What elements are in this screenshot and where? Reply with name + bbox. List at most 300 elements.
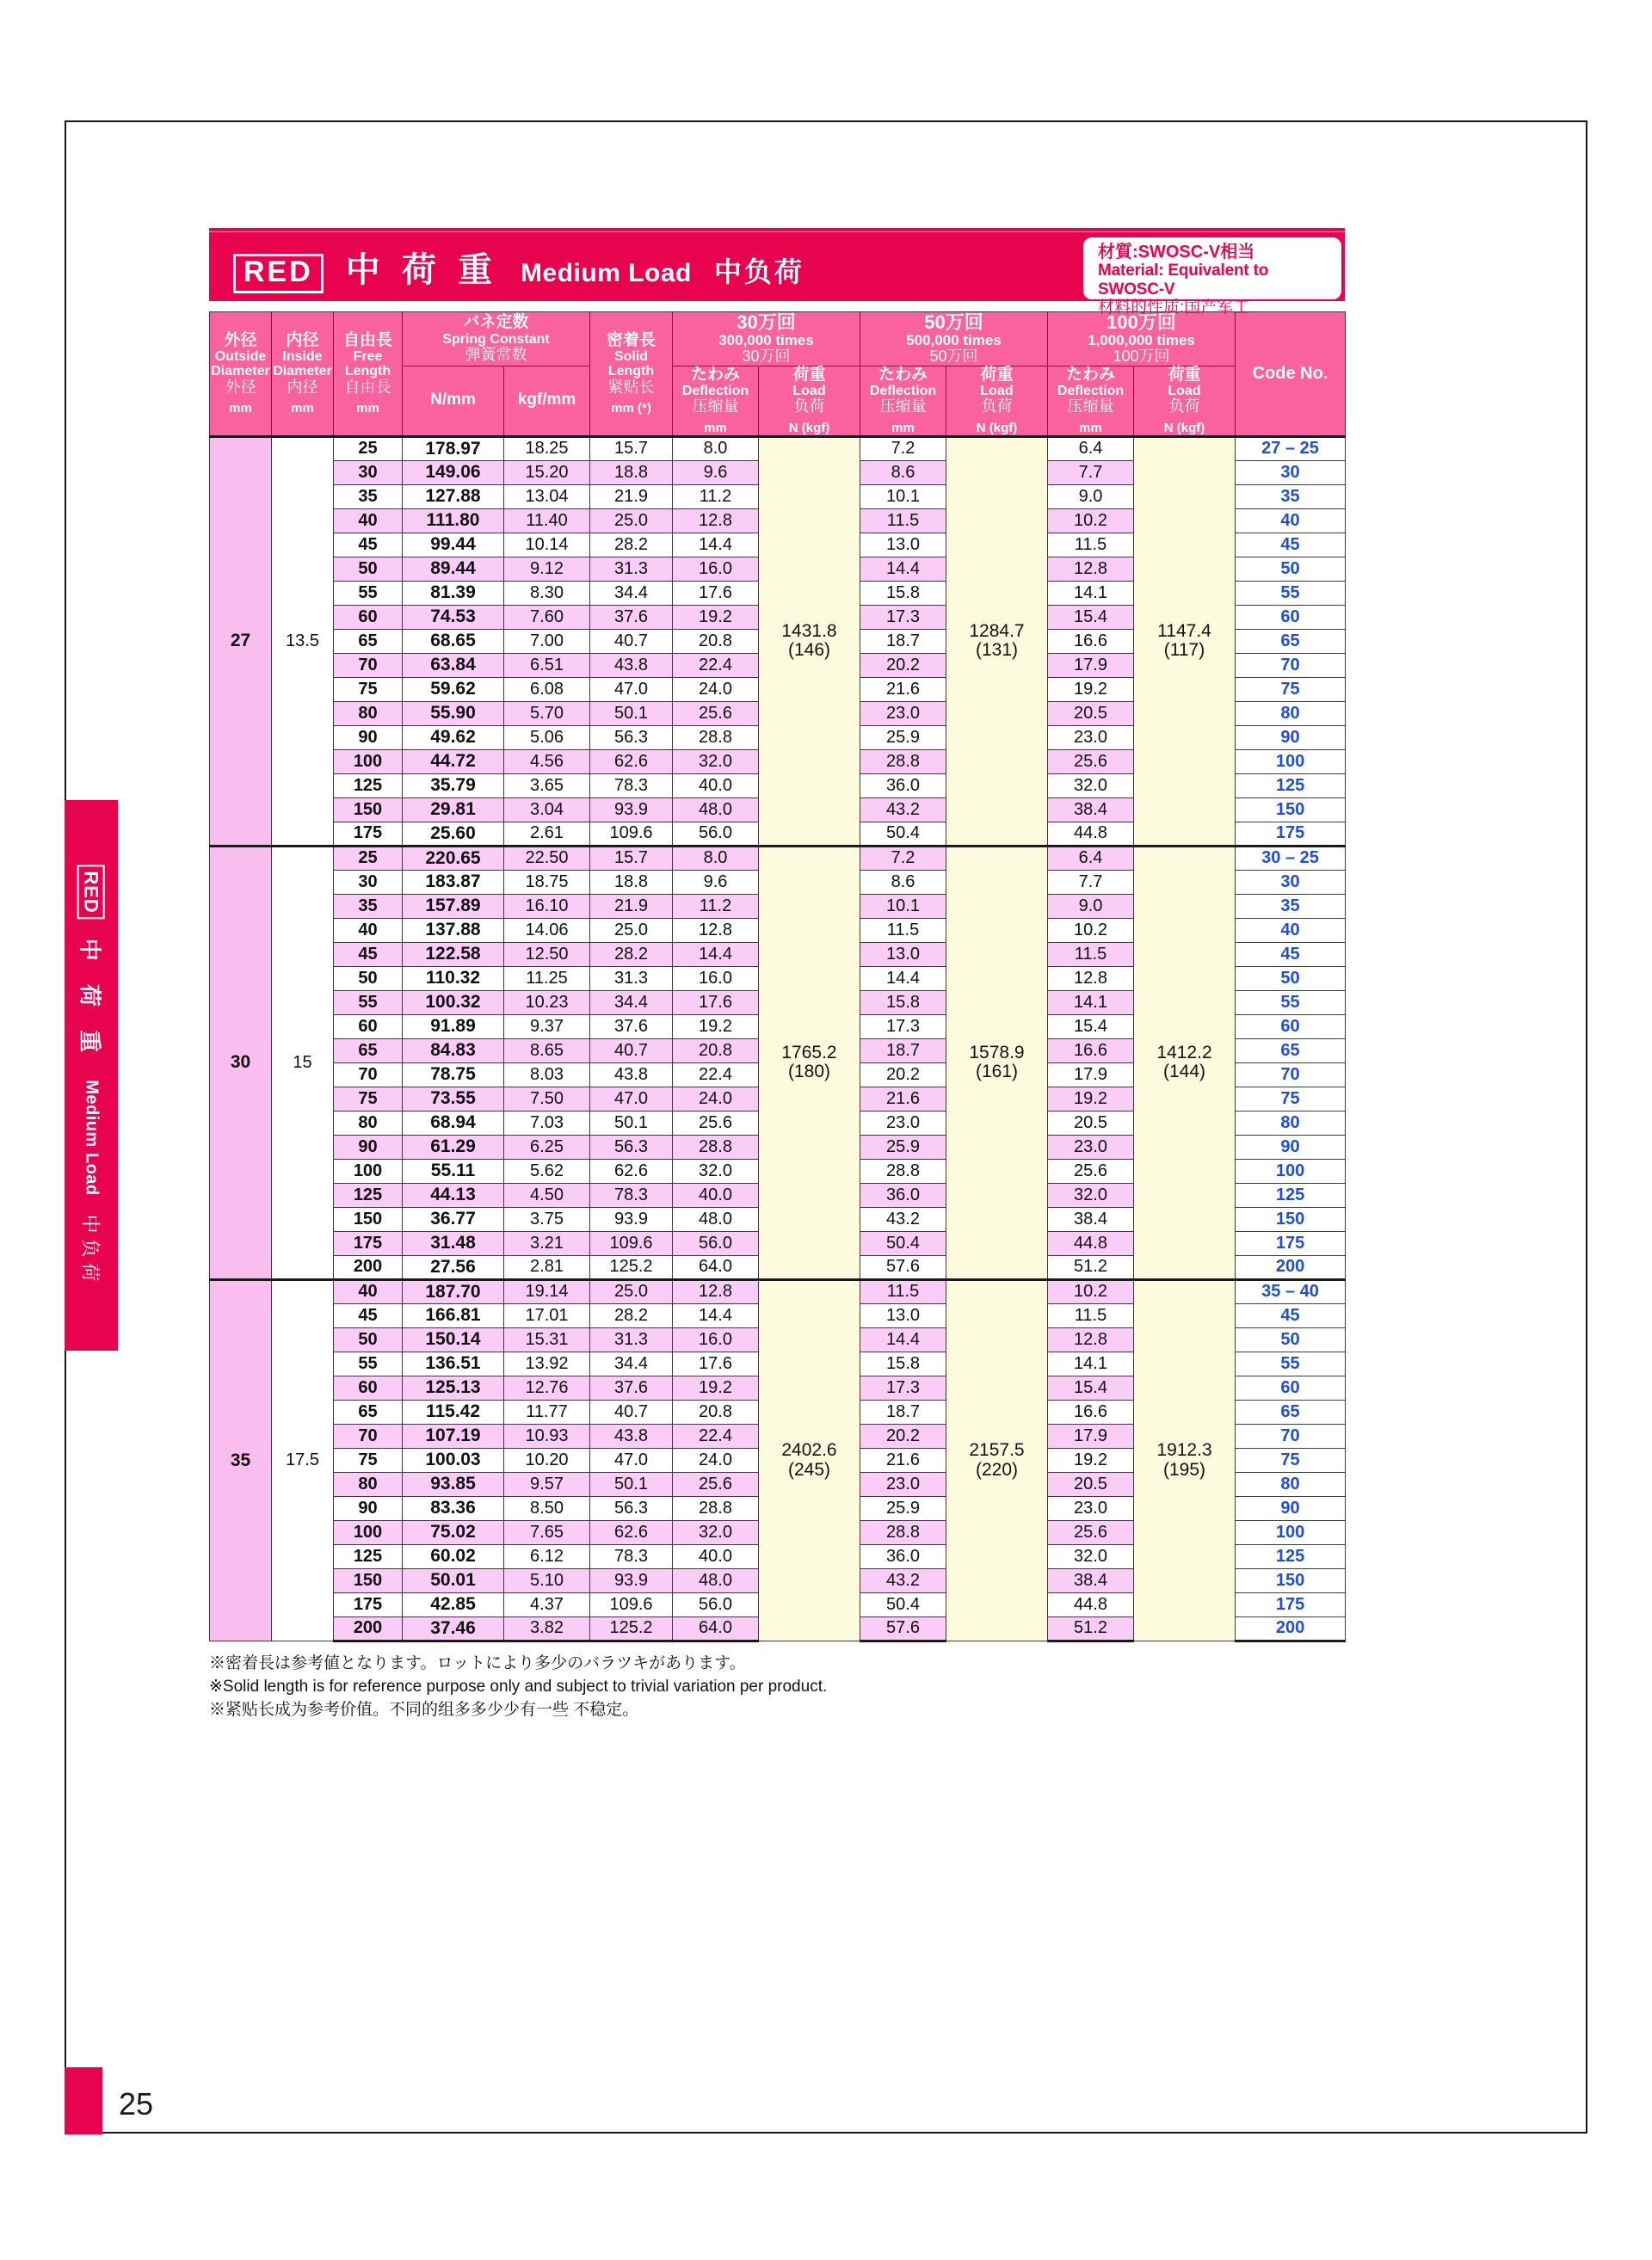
- cell-deflection-1m: 38.4: [1048, 1207, 1134, 1231]
- th-d300-en: Deflection: [681, 384, 749, 399]
- cell-deflection-300k: 48.0: [673, 1568, 759, 1592]
- th-sc-unit-n: [403, 366, 504, 436]
- cell-deflection-500k: 23.0: [860, 701, 946, 725]
- material-jp: 材質:SWOSC-V相当: [1098, 243, 1255, 262]
- cell-deflection-500k: 13.0: [860, 1303, 946, 1327]
- cell-spring-constant-kgf: 18.75: [504, 870, 590, 894]
- cell-inside-diameter: 15: [272, 846, 334, 1279]
- cell-deflection-300k: 40.0: [673, 1183, 759, 1207]
- cell-code-no: 60: [1236, 1376, 1346, 1400]
- cell-spring-constant-kgf: 11.25: [504, 966, 590, 990]
- side-tab-en-label: Medium Load: [82, 1079, 102, 1196]
- th-c300-jp: 30万回: [737, 311, 796, 333]
- cell-spring-constant-kgf: 12.50: [504, 942, 590, 966]
- th-d500-jp: たわみ: [878, 365, 928, 384]
- cell-spring-constant-kgf: 8.65: [504, 1038, 590, 1062]
- cell-deflection-500k: 57.6: [860, 1255, 946, 1279]
- cell-deflection-300k: 16.0: [673, 966, 759, 990]
- th-d500-en: Deflection: [869, 384, 937, 399]
- cell-spring-constant-kgf: 3.65: [504, 773, 590, 797]
- cell-spring-constant-n: 68.65: [403, 629, 504, 653]
- cell-deflection-1m: 20.5: [1048, 1111, 1134, 1135]
- cell-solid-length: 78.3: [590, 773, 673, 797]
- cell-code-no: 65: [1236, 629, 1346, 653]
- th-l1m-jp: 荷重: [1168, 365, 1201, 384]
- cell-spring-constant-n: 35.79: [403, 773, 504, 797]
- cell-spring-constant-kgf: 3.21: [504, 1231, 590, 1255]
- cell-spring-constant-kgf: 3.82: [504, 1616, 590, 1641]
- cell-free-length: 200: [334, 1616, 403, 1641]
- cell-deflection-300k: 8.0: [673, 436, 759, 460]
- cell-code-no: 70: [1236, 1424, 1346, 1448]
- cell-free-length: 75: [334, 1448, 403, 1472]
- cell-deflection-1m: 10.2: [1048, 1279, 1134, 1303]
- cell-deflection-300k: 12.8: [673, 918, 759, 942]
- th-id-cn: 内径: [287, 378, 318, 396]
- cell-spring-constant-kgf: 7.50: [504, 1087, 590, 1111]
- cell-load-300k: [759, 846, 860, 1279]
- cell-solid-length: 50.1: [590, 1111, 673, 1135]
- th-l500-unit: N (kgf): [976, 420, 1018, 435]
- cell-deflection-300k: 16.0: [673, 557, 759, 581]
- cell-deflection-1m: 17.9: [1048, 1062, 1134, 1087]
- cell-deflection-1m: 14.1: [1048, 990, 1134, 1014]
- cell-code-no: 75: [1236, 1087, 1346, 1111]
- cell-spring-constant-n: 84.83: [403, 1038, 504, 1062]
- cell-spring-constant-n: 55.11: [403, 1159, 504, 1183]
- th-d500-unit: mm: [891, 420, 915, 435]
- cell-solid-length: 18.8: [590, 870, 673, 894]
- cell-deflection-1m: 16.6: [1048, 629, 1134, 653]
- cell-free-length: 90: [334, 1496, 403, 1520]
- cell-free-length: 90: [334, 1135, 403, 1159]
- load-500k-kgf: (161): [975, 1062, 1019, 1082]
- th-load-500k: [946, 366, 1048, 436]
- cell-deflection-300k: 64.0: [673, 1616, 759, 1641]
- banner-cn-title: 中负荷: [713, 256, 804, 288]
- cell-deflection-500k: 50.4: [860, 822, 946, 846]
- th-l500-cn: 负荷: [981, 397, 1013, 416]
- cell-deflection-500k: 36.0: [860, 773, 946, 797]
- cell-deflection-1m: 11.5: [1048, 1303, 1134, 1327]
- cell-deflection-500k: 25.9: [860, 1135, 946, 1159]
- th-sc-unit-kgf-label: kgf/mm: [517, 391, 576, 410]
- cell-spring-constant-n: 37.46: [403, 1616, 504, 1641]
- cell-free-length: 60: [334, 1014, 403, 1038]
- cell-solid-length: 37.6: [590, 1014, 673, 1038]
- cell-spring-constant-n: 115.42: [403, 1400, 504, 1424]
- cell-deflection-300k: 64.0: [673, 1255, 759, 1279]
- cell-outside-diameter: 30: [210, 846, 272, 1279]
- cell-free-length: 70: [334, 1062, 403, 1087]
- cell-spring-constant-kgf: 9.12: [504, 557, 590, 581]
- cell-spring-constant-n: 75.02: [403, 1520, 504, 1544]
- cell-solid-length: 109.6: [590, 822, 673, 846]
- load-300k-kgf: (180): [787, 1062, 831, 1082]
- cell-spring-constant-n: 68.94: [403, 1111, 504, 1135]
- cell-deflection-300k: 25.6: [673, 1111, 759, 1135]
- cell-deflection-500k: 13.0: [860, 942, 946, 966]
- load-300k-newton: 1765.2: [781, 1042, 837, 1062]
- cell-deflection-1m: 32.0: [1048, 1544, 1134, 1568]
- banner-en-title: Medium Load: [521, 259, 692, 288]
- cell-deflection-300k: 32.0: [673, 1159, 759, 1183]
- th-code-no: Code No.: [1236, 312, 1346, 437]
- cell-free-length: 65: [334, 1038, 403, 1062]
- cell-solid-length: 28.2: [590, 1303, 673, 1327]
- th-l300-cn: 负荷: [793, 397, 825, 416]
- cell-spring-constant-n: 59.62: [403, 677, 504, 701]
- cell-deflection-300k: 9.6: [673, 460, 759, 484]
- cell-deflection-300k: 48.0: [673, 1207, 759, 1231]
- cell-deflection-500k: 28.8: [860, 1520, 946, 1544]
- cell-code-no: 55: [1236, 990, 1346, 1014]
- cell-spring-constant-n: 73.55: [403, 1087, 504, 1111]
- load-1m-kgf: (117): [1163, 640, 1205, 661]
- th-free-length: [334, 312, 403, 437]
- cell-deflection-1m: 15.4: [1048, 1014, 1134, 1038]
- cell-free-length: 150: [334, 797, 403, 822]
- cell-deflection-500k: 50.4: [860, 1231, 946, 1255]
- cell-spring-constant-n: 122.58: [403, 942, 504, 966]
- cell-deflection-300k: 56.0: [673, 1231, 759, 1255]
- th-c500-jp: 50万回: [924, 311, 983, 333]
- cell-deflection-1m: 9.0: [1048, 894, 1134, 918]
- cell-spring-constant-kgf: 12.76: [504, 1376, 590, 1400]
- side-tab-content: [76, 865, 108, 1286]
- th-cycles-500k: [860, 312, 1048, 366]
- cell-solid-length: 62.6: [590, 1520, 673, 1544]
- cell-deflection-500k: 14.4: [860, 1327, 946, 1352]
- cell-solid-length: 18.8: [590, 460, 673, 484]
- cell-load-300k: [759, 436, 860, 846]
- cell-deflection-300k: 28.8: [673, 725, 759, 749]
- cell-free-length: 55: [334, 990, 403, 1014]
- cell-code-no: 65: [1236, 1400, 1346, 1424]
- cell-code-no: 60: [1236, 605, 1346, 629]
- cell-free-length: 70: [334, 653, 403, 677]
- cell-deflection-1m: 6.4: [1048, 436, 1134, 460]
- cell-deflection-500k: 43.2: [860, 1568, 946, 1592]
- cell-deflection-500k: 28.8: [860, 1159, 946, 1183]
- cell-spring-constant-n: 149.06: [403, 460, 504, 484]
- title-banner-wrap: [209, 225, 1345, 317]
- cell-solid-length: 62.6: [590, 749, 673, 773]
- cell-spring-constant-kgf: 11.77: [504, 1400, 590, 1424]
- cell-free-length: 70: [334, 1424, 403, 1448]
- cell-solid-length: 93.9: [590, 1207, 673, 1231]
- cell-spring-constant-n: 50.01: [403, 1568, 504, 1592]
- cell-spring-constant-kgf: 3.04: [504, 797, 590, 822]
- cell-deflection-500k: 10.1: [860, 484, 946, 508]
- cell-deflection-1m: 25.6: [1048, 1520, 1134, 1544]
- cell-spring-constant-kgf: 2.81: [504, 1255, 590, 1279]
- cell-code-no: 30: [1236, 460, 1346, 484]
- cell-free-length: 125: [334, 1544, 403, 1568]
- th-c500-cn: 50万回: [929, 348, 978, 366]
- cell-deflection-500k: 14.4: [860, 557, 946, 581]
- th-sl-unit: mm (*): [611, 401, 651, 416]
- cell-free-length: 175: [334, 1231, 403, 1255]
- cell-free-length: 150: [334, 1207, 403, 1231]
- cell-code-no: 200: [1236, 1616, 1346, 1641]
- th-inside-diameter: [272, 312, 334, 437]
- cell-code-no: 30 – 25: [1236, 846, 1346, 870]
- cell-solid-length: 37.6: [590, 1376, 673, 1400]
- cell-deflection-1m: 16.6: [1048, 1038, 1134, 1062]
- cell-deflection-1m: 44.8: [1048, 822, 1134, 846]
- cell-free-length: 75: [334, 677, 403, 701]
- cell-spring-constant-kgf: 7.00: [504, 629, 590, 653]
- th-d1m-jp: たわみ: [1065, 365, 1115, 384]
- cell-free-length: 50: [334, 1327, 403, 1352]
- cell-deflection-300k: 19.2: [673, 1014, 759, 1038]
- th-c1m-cn: 100万回: [1113, 348, 1170, 366]
- material-en: Material: Equivalent to SWOSC-V: [1098, 262, 1269, 299]
- cell-spring-constant-kgf: 10.23: [504, 990, 590, 1014]
- load-1m-newton: 1147.4: [1157, 620, 1211, 641]
- cell-spring-constant-n: 110.32: [403, 966, 504, 990]
- cell-spring-constant-kgf: 15.20: [504, 460, 590, 484]
- cell-free-length: 65: [334, 1400, 403, 1424]
- page-content: [209, 225, 1345, 1722]
- th-sc-unit-n-label: N/mm: [430, 391, 476, 410]
- th-fl-jp: 自由長: [342, 330, 392, 349]
- cell-spring-constant-n: 55.90: [403, 701, 504, 725]
- load-1m-newton: 1412.2: [1156, 1042, 1212, 1062]
- cell-spring-constant-kgf: 6.51: [504, 653, 590, 677]
- cell-code-no: 100: [1236, 1520, 1346, 1544]
- cell-spring-constant-n: 220.65: [403, 846, 504, 870]
- cell-spring-constant-n: 111.80: [403, 508, 504, 533]
- cell-deflection-500k: 43.2: [860, 1207, 946, 1231]
- th-sc-cn: 弾簧常数: [465, 345, 527, 363]
- cell-free-length: 100: [334, 749, 403, 773]
- cell-load-500k: [946, 846, 1048, 1279]
- th-d1m-en: Deflection: [1057, 384, 1125, 399]
- footnote-en: ※Solid length is for reference purpose only and subject to trivial variation per product.: [209, 1677, 828, 1696]
- cell-spring-constant-kgf: 7.03: [504, 1111, 590, 1135]
- cell-deflection-300k: 48.0: [673, 797, 759, 822]
- cell-deflection-500k: 11.5: [860, 918, 946, 942]
- th-l300-unit: N (kgf): [788, 420, 830, 435]
- cell-deflection-500k: 21.6: [860, 1448, 946, 1472]
- cell-free-length: 200: [334, 1255, 403, 1279]
- cell-deflection-300k: 22.4: [673, 653, 759, 677]
- th-l300-en: Load: [792, 384, 826, 399]
- cell-solid-length: 47.0: [590, 1087, 673, 1111]
- cell-spring-constant-kgf: 9.57: [504, 1472, 590, 1496]
- cell-deflection-500k: 18.7: [860, 629, 946, 653]
- cell-spring-constant-kgf: 6.08: [504, 677, 590, 701]
- cell-spring-constant-n: 136.51: [403, 1352, 504, 1376]
- cell-code-no: 75: [1236, 677, 1346, 701]
- cell-deflection-300k: 25.6: [673, 1472, 759, 1496]
- cell-solid-length: 62.6: [590, 1159, 673, 1183]
- cell-deflection-1m: 32.0: [1048, 773, 1134, 797]
- th-d1m-cn: 压缩量: [1067, 397, 1114, 416]
- cell-spring-constant-n: 74.53: [403, 605, 504, 629]
- cell-deflection-500k: 36.0: [860, 1544, 946, 1568]
- cell-spring-constant-n: 125.13: [403, 1376, 504, 1400]
- th-od-en1: Outside: [214, 349, 267, 365]
- th-l1m-unit: N (kgf): [1163, 420, 1205, 435]
- th-fl-unit: mm: [356, 401, 379, 416]
- cell-free-length: 125: [334, 1183, 403, 1207]
- load-500k-newton: 2157.5: [969, 1440, 1025, 1461]
- cell-deflection-500k: 25.9: [860, 1496, 946, 1520]
- cell-spring-constant-kgf: 9.37: [504, 1014, 590, 1038]
- cell-deflection-300k: 14.4: [673, 942, 759, 966]
- cell-spring-constant-kgf: 6.25: [504, 1135, 590, 1159]
- title-banner-inner: [209, 243, 804, 293]
- cell-load-500k: [946, 1279, 1048, 1641]
- cell-code-no: 45: [1236, 1303, 1346, 1327]
- load-500k-kgf: (131): [975, 640, 1019, 661]
- cell-solid-length: 15.7: [590, 846, 673, 870]
- th-fl-en2: Length: [344, 364, 391, 379]
- cell-spring-constant-n: 93.85: [403, 1472, 504, 1496]
- cell-deflection-1m: 23.0: [1048, 725, 1134, 749]
- cell-deflection-1m: 7.7: [1048, 460, 1134, 484]
- cell-spring-constant-kgf: 10.20: [504, 1448, 590, 1472]
- cell-solid-length: 47.0: [590, 1448, 673, 1472]
- cell-code-no: 35: [1236, 894, 1346, 918]
- cell-deflection-1m: 51.2: [1048, 1616, 1134, 1641]
- cell-deflection-500k: 21.6: [860, 1087, 946, 1111]
- cell-code-no: 50: [1236, 966, 1346, 990]
- th-od-en2: Diameter: [211, 364, 270, 379]
- cell-solid-length: 31.3: [590, 1327, 673, 1352]
- cell-deflection-500k: 21.6: [860, 677, 946, 701]
- cell-free-length: 50: [334, 966, 403, 990]
- th-sl-jp: 密着長: [606, 330, 656, 349]
- cell-free-length: 65: [334, 629, 403, 653]
- cell-code-no: 50: [1236, 557, 1346, 581]
- cell-solid-length: 31.3: [590, 557, 673, 581]
- cell-deflection-1m: 11.5: [1048, 533, 1134, 557]
- cell-code-no: 175: [1236, 822, 1346, 846]
- cell-deflection-300k: 40.0: [673, 773, 759, 797]
- side-tab-jp-label: 中 荷 重: [77, 938, 103, 1061]
- cell-spring-constant-n: 44.13: [403, 1183, 504, 1207]
- cell-inside-diameter: 13.5: [272, 436, 334, 846]
- cell-code-no: 125: [1236, 1183, 1346, 1207]
- th-sc-jp: バネ定数: [463, 313, 529, 332]
- cell-code-no: 200: [1236, 1255, 1346, 1279]
- cell-spring-constant-kgf: 7.60: [504, 605, 590, 629]
- cell-code-no: 80: [1236, 1111, 1346, 1135]
- load-300k-kgf: (146): [787, 640, 831, 661]
- th-sl-en: Solid Length: [607, 349, 655, 379]
- cell-deflection-300k: 25.6: [673, 701, 759, 725]
- cell-spring-constant-n: 31.48: [403, 1231, 504, 1255]
- cell-deflection-1m: 17.9: [1048, 1424, 1134, 1448]
- cell-solid-length: 40.7: [590, 1038, 673, 1062]
- cell-spring-constant-n: 107.19: [403, 1424, 504, 1448]
- footnote-jp: ※密着長は参考値となります。ロットにより多少のバラツキがあります。: [209, 1653, 746, 1672]
- cell-deflection-500k: 15.8: [860, 990, 946, 1014]
- th-d300-jp: たわみ: [690, 365, 740, 384]
- cell-deflection-1m: 20.5: [1048, 1472, 1134, 1496]
- cell-free-length: 80: [334, 1111, 403, 1135]
- cell-deflection-300k: 20.8: [673, 1038, 759, 1062]
- cell-spring-constant-kgf: 6.12: [504, 1544, 590, 1568]
- cell-spring-constant-n: 25.60: [403, 822, 504, 846]
- th-spring-constant: [403, 312, 590, 366]
- cell-deflection-1m: 14.1: [1048, 581, 1134, 605]
- cell-deflection-500k: 14.4: [860, 966, 946, 990]
- side-tab-medium-load[interactable]: [65, 800, 118, 1351]
- cell-spring-constant-kgf: 8.50: [504, 1496, 590, 1520]
- cell-deflection-1m: 14.1: [1048, 1352, 1134, 1376]
- th-id-jp: 内径: [286, 330, 319, 349]
- cell-spring-constant-n: 29.81: [403, 797, 504, 822]
- cell-deflection-1m: 7.7: [1048, 870, 1134, 894]
- th-d300-unit: mm: [704, 420, 727, 435]
- th-l1m-en: Load: [1168, 384, 1201, 399]
- footnote-cn: ※紧贴长成为参考价值。不同的组多多少少有一些 不稳定。: [209, 1700, 639, 1719]
- cell-free-length: 80: [334, 701, 403, 725]
- cell-deflection-500k: 18.7: [860, 1038, 946, 1062]
- cell-code-no: 45: [1236, 533, 1346, 557]
- cell-spring-constant-n: 83.36: [403, 1496, 504, 1520]
- cell-deflection-500k: 17.3: [860, 605, 946, 629]
- cell-deflection-300k: 56.0: [673, 822, 759, 846]
- th-sl-cn: 紧贴长: [607, 378, 655, 396]
- cell-free-length: 175: [334, 822, 403, 846]
- cell-spring-constant-n: 63.84: [403, 653, 504, 677]
- cell-solid-length: 25.0: [590, 918, 673, 942]
- cell-spring-constant-kgf: 17.01: [504, 1303, 590, 1327]
- cell-deflection-1m: 16.6: [1048, 1400, 1134, 1424]
- load-1m-kgf: (144): [1162, 1062, 1206, 1082]
- cell-deflection-300k: 17.6: [673, 990, 759, 1014]
- cell-deflection-1m: 15.4: [1048, 605, 1134, 629]
- th-c1m-en: 1,000,000 times: [1088, 331, 1195, 348]
- cell-solid-length: 78.3: [590, 1544, 673, 1568]
- th-deflection-500k: [860, 366, 946, 436]
- cell-free-length: 35: [334, 894, 403, 918]
- cell-solid-length: 125.2: [590, 1255, 673, 1279]
- load-300k-newton: 1431.8: [781, 620, 837, 641]
- cell-inside-diameter: 17.5: [272, 1279, 334, 1641]
- th-c300-en: 300,000 times: [718, 331, 814, 348]
- cell-deflection-300k: 11.2: [673, 894, 759, 918]
- cell-solid-length: 43.8: [590, 1424, 673, 1448]
- cell-deflection-300k: 56.0: [673, 1592, 759, 1616]
- cell-solid-length: 50.1: [590, 1472, 673, 1496]
- cell-free-length: 80: [334, 1472, 403, 1496]
- cell-free-length: 40: [334, 1279, 403, 1303]
- cell-deflection-1m: 20.5: [1048, 701, 1134, 725]
- cell-spring-constant-n: 137.88: [403, 918, 504, 942]
- cell-code-no: 90: [1236, 725, 1346, 749]
- cell-code-no: 100: [1236, 1159, 1346, 1183]
- cell-deflection-300k: 24.0: [673, 1087, 759, 1111]
- cell-deflection-300k: 14.4: [673, 533, 759, 557]
- cell-solid-length: 21.9: [590, 894, 673, 918]
- cell-solid-length: 43.8: [590, 653, 673, 677]
- cell-solid-length: 21.9: [590, 484, 673, 508]
- cell-deflection-1m: 10.2: [1048, 508, 1134, 533]
- cell-code-no: 70: [1236, 1062, 1346, 1087]
- cell-deflection-500k: 57.6: [860, 1616, 946, 1641]
- cell-deflection-1m: 23.0: [1048, 1135, 1134, 1159]
- cell-free-length: 100: [334, 1520, 403, 1544]
- cell-solid-length: 25.0: [590, 1279, 673, 1303]
- cell-solid-length: 78.3: [590, 1183, 673, 1207]
